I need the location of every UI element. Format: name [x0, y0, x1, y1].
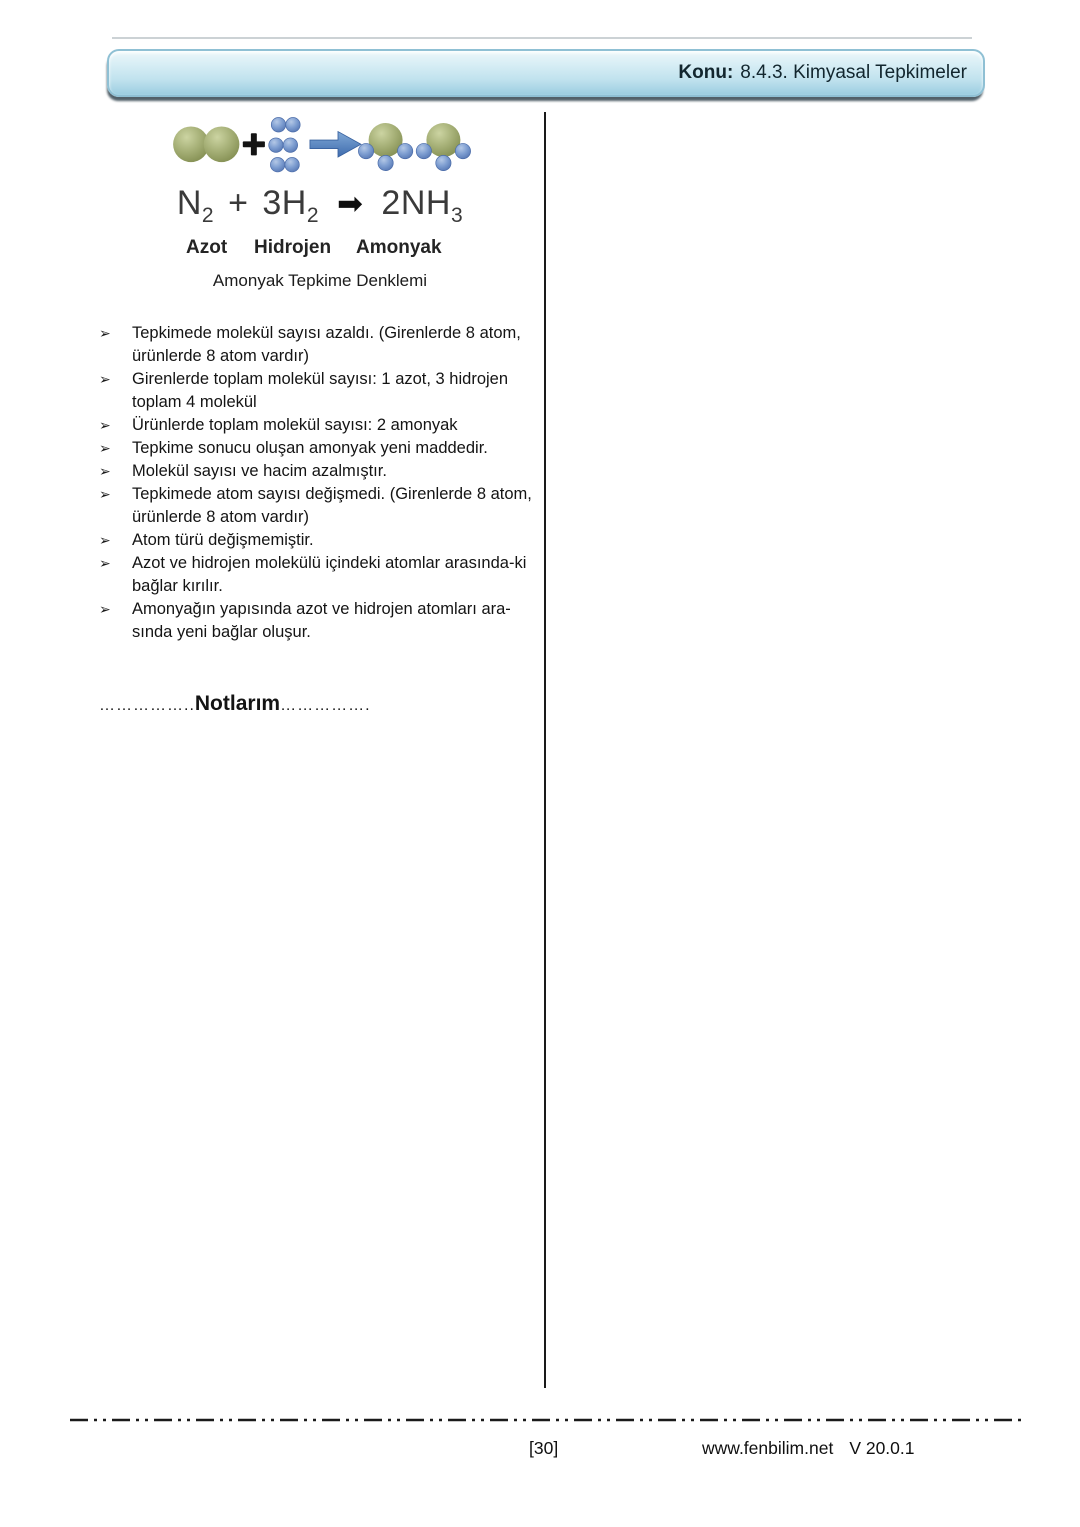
chemical-equation — [160, 184, 480, 228]
page-number: [30] — [529, 1438, 559, 1458]
topic-header-text — [647, 40, 967, 106]
label-azot: Azot — [186, 237, 228, 258]
arrow-bullet-icon: ➢ — [99, 325, 111, 341]
topic-title: 8.4.3. Kimyasal Tepkimeler — [740, 62, 967, 83]
hydrogen-molecules-icon — [269, 118, 300, 172]
ammonia-molecule-icon — [416, 123, 470, 171]
arrow-bullet-icon: ➢ — [99, 555, 111, 571]
notes-heading — [99, 692, 371, 716]
header-top-shadow-line — [112, 37, 972, 39]
list-item — [99, 529, 545, 552]
topic-label: Konu: — [678, 62, 734, 83]
label-hidrojen: Hidrojen — [254, 237, 332, 258]
equation-ammonia-subscript: 3 — [450, 203, 464, 227]
bullet-text: Ürünlerde toplam molekül sayısı: 2 amonyak — [132, 416, 458, 434]
equation-arrow-icon: ➡ — [336, 186, 364, 221]
topic-header-bar — [107, 49, 985, 97]
equation-nitrogen-subscript: 2 — [201, 203, 215, 227]
list-item — [99, 437, 545, 460]
list-item — [99, 552, 545, 598]
bullet-text: Molekül sayısı ve hacim azalmıştır. — [132, 462, 387, 480]
figure-caption: Amonyak Tepkime Denklemi — [212, 271, 428, 290]
arrow-bullet-icon: ➢ — [99, 371, 111, 387]
list-item — [99, 460, 545, 483]
bullet-text: Azot ve hidrojen molekülü içindeki atomlar arasında-ki bağlar kırılır. — [132, 554, 527, 595]
ammonia-molecule-icon — [358, 123, 412, 171]
notes-dots-after: ……………. — [280, 697, 371, 714]
list-item — [99, 322, 545, 368]
website-link[interactable]: www.fenbilim.net — [702, 1438, 834, 1458]
reaction-molecules-figure — [168, 112, 474, 180]
list-item — [99, 414, 545, 437]
arrow-bullet-icon: ➢ — [99, 486, 111, 502]
version-text: V 20.0.1 — [849, 1438, 915, 1458]
equation-nitrogen: N — [176, 184, 202, 222]
bullet-text: Girenlerde toplam molekül sayısı: 1 azot, 3 hidrojen toplam 4 molekül — [132, 370, 509, 411]
bullet-text: Tepkimede atom sayısı değişmedi. (Girenlerde 8 atom, ürünlerde 8 atom vardır) — [132, 485, 532, 526]
nitrogen-molecule-icon — [173, 126, 239, 162]
bullet-text: Amonyağın yapısında azot ve hidrojen atomları ara-sında yeni bağlar oluşur. — [132, 600, 511, 641]
list-item — [99, 483, 545, 529]
bullet-text: Tepkimede molekül sayısı azaldı. (Girenlerde 8 atom, ürünlerde 8 atom vardır) — [132, 324, 521, 365]
arrow-bullet-icon: ➢ — [99, 417, 111, 433]
arrow-bullet-icon: ➢ — [99, 532, 111, 548]
arrow-bullet-icon: ➢ — [99, 463, 111, 479]
arrow-bullet-icon: ➢ — [99, 601, 111, 617]
reaction-arrow-icon — [310, 132, 361, 158]
bullet-text: Tepkime sonucu oluşan amonyak yeni maddedir. — [132, 439, 488, 457]
bullet-list — [99, 322, 545, 644]
bullet-text: Atom türü değişmemiştir. — [132, 531, 314, 549]
equation-hydrogen: 3H — [262, 184, 307, 222]
arrow-bullet-icon: ➢ — [99, 440, 111, 456]
equation-ammonia: 2NH — [381, 184, 451, 222]
footer-credits — [702, 1438, 915, 1459]
column-divider-line — [544, 112, 546, 1388]
footer-dash-line — [70, 1416, 1022, 1424]
list-item — [99, 368, 545, 414]
equation-hydrogen-subscript: 2 — [306, 203, 320, 227]
plus-icon — [243, 133, 265, 155]
label-amonyak: Amonyak — [356, 237, 442, 258]
equation-plus: + — [228, 184, 249, 222]
notes-dots-before: …………….. — [99, 697, 195, 714]
notes-label: Notlarım — [194, 692, 281, 715]
list-item — [99, 598, 545, 644]
